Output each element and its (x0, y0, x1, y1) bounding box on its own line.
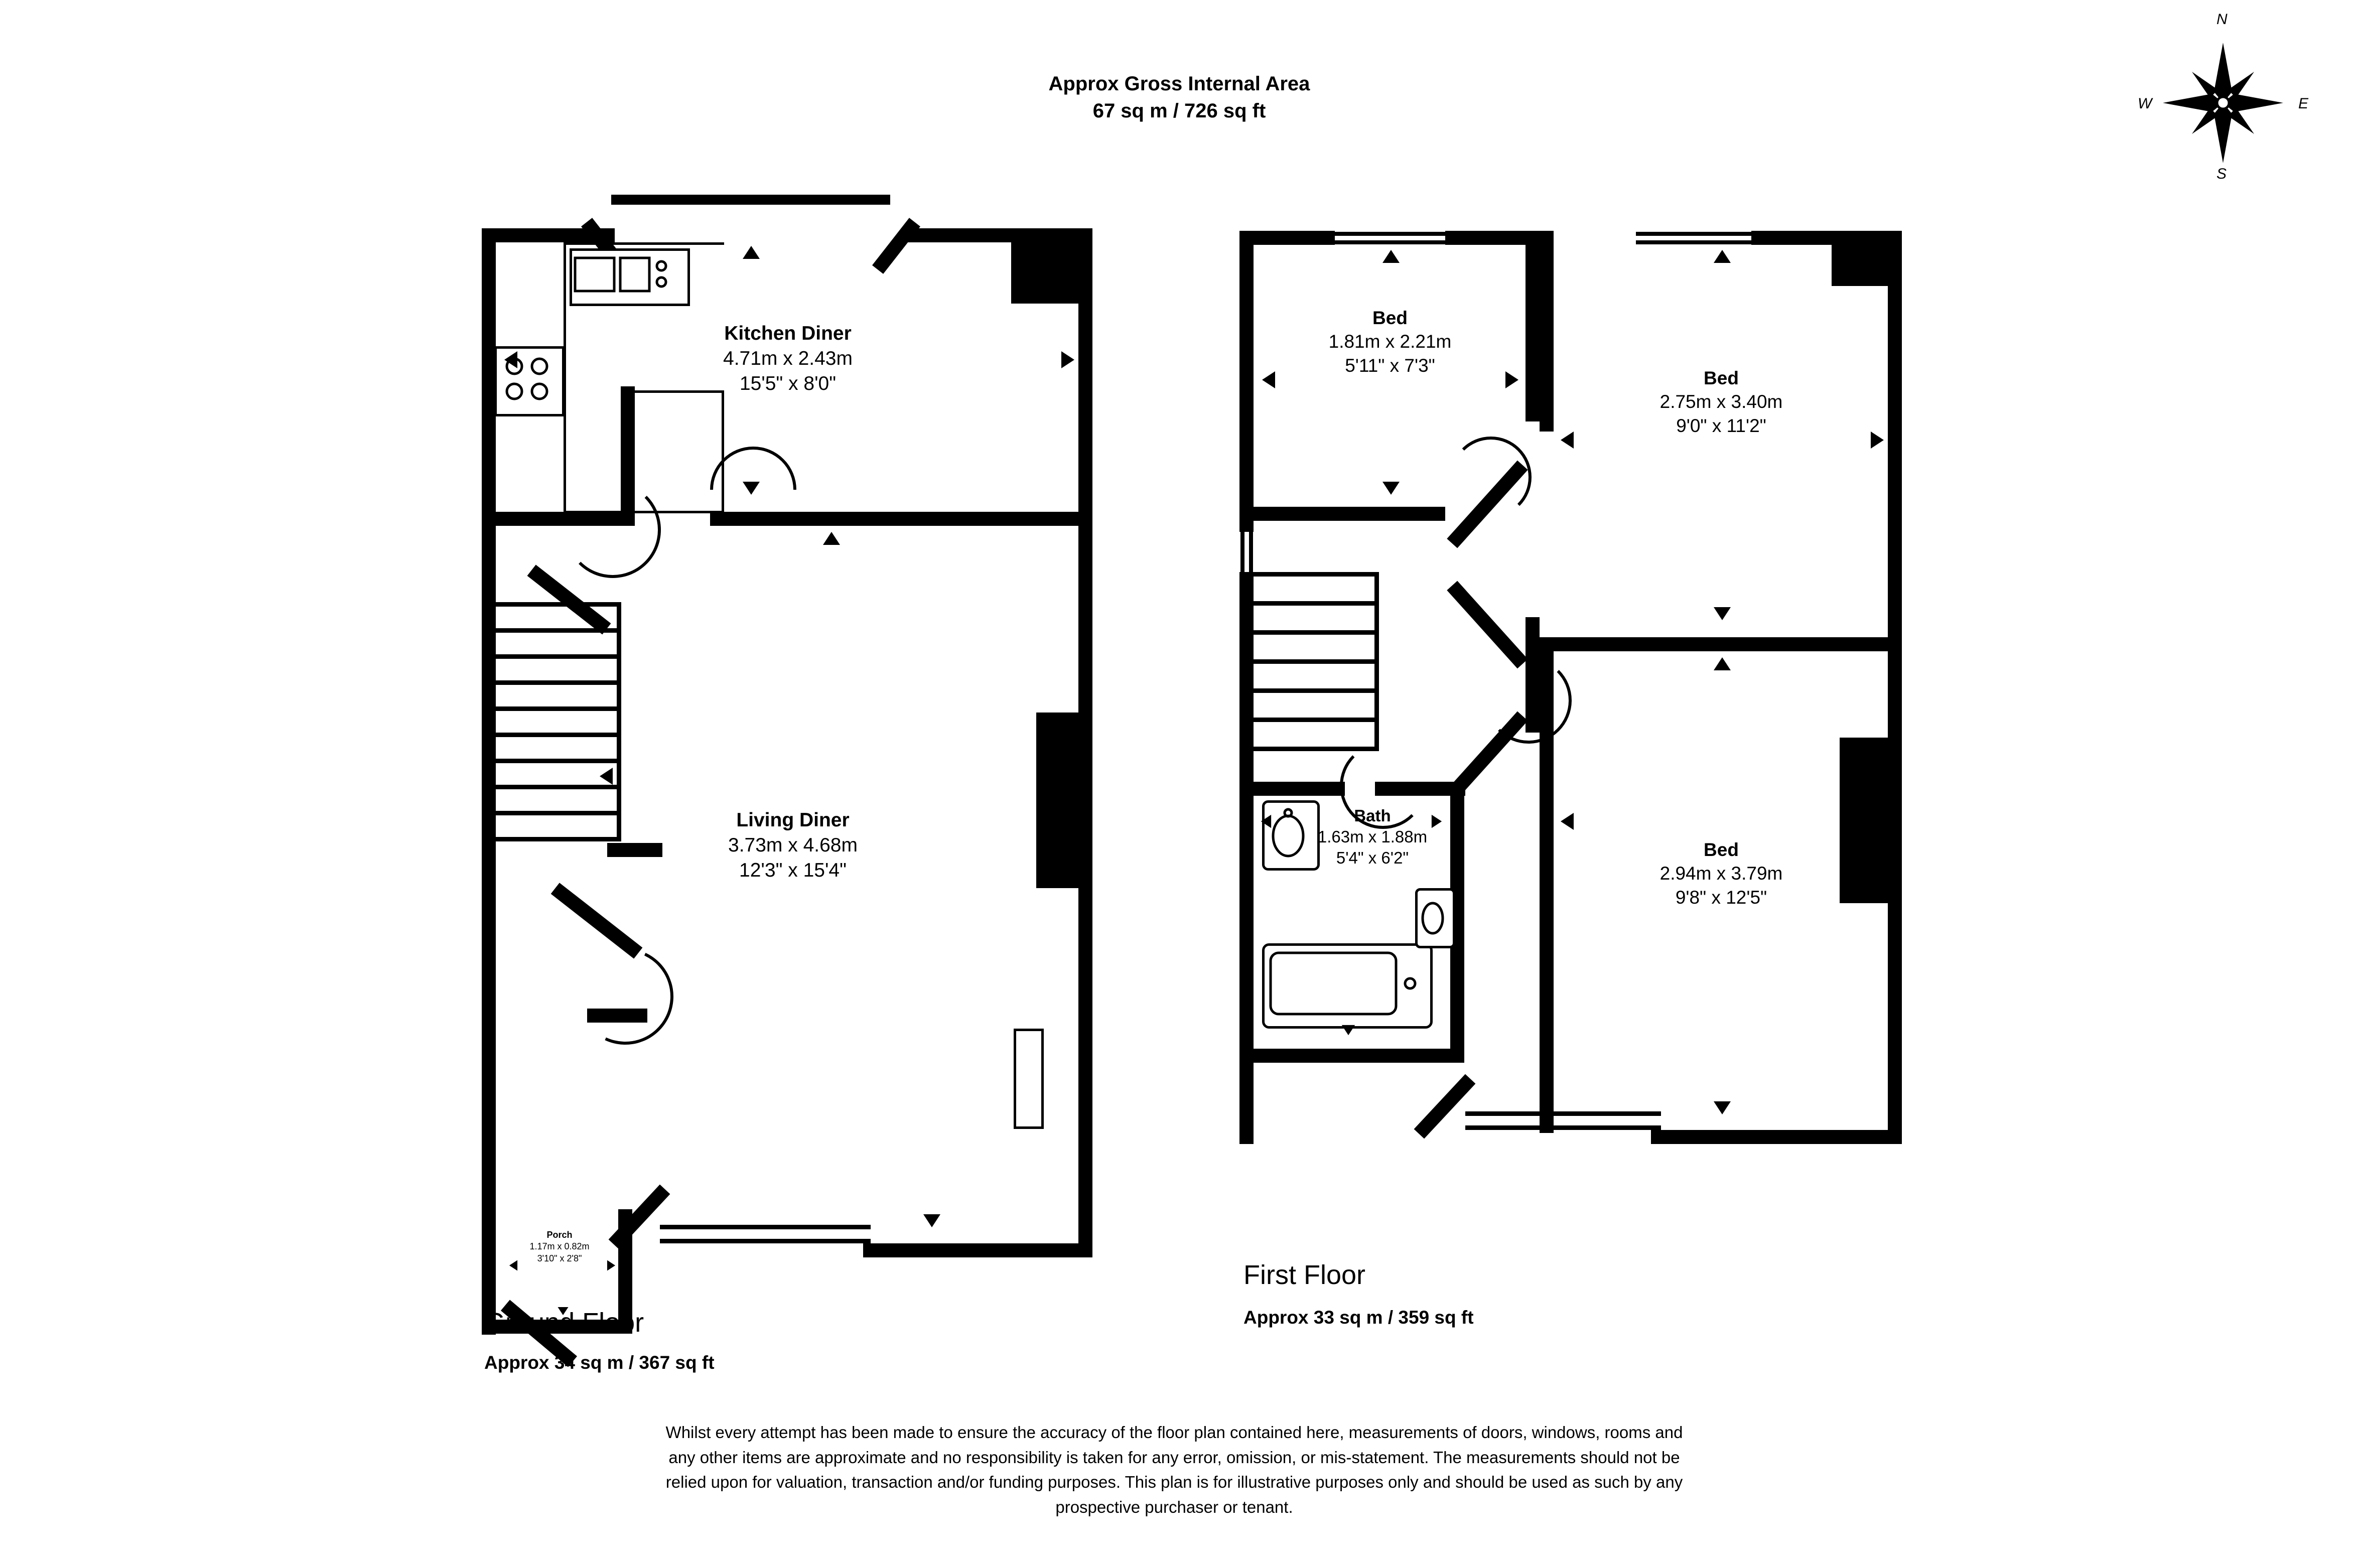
room-imperial: 9'0" x 11'2" (1676, 415, 1766, 436)
room-imperial: 5'11" x 7'3" (1345, 355, 1435, 376)
stair-step (1254, 688, 1379, 693)
stair-step (496, 654, 621, 659)
stair-step (496, 811, 621, 815)
door-arc-bed2 (1485, 657, 1572, 744)
first-floor-plan (1239, 221, 1912, 1184)
dim-arrow-right (1061, 351, 1074, 368)
dim-arrow-up (823, 532, 840, 545)
dim-arrow-down (923, 1214, 940, 1227)
stair-step (496, 602, 621, 607)
room-imperial: 12'3" x 15'4" (739, 859, 847, 881)
dim-arrow-left (1561, 813, 1574, 830)
stair-step (496, 706, 621, 711)
door-arc-front (564, 935, 687, 1058)
room-name: Living Diner (736, 809, 850, 831)
stair-step (1254, 718, 1379, 722)
room-living-diner (637, 808, 948, 883)
gross-area-line2: 67 sq m / 726 sq ft (1092, 100, 1266, 122)
ff-wall-bath-bottom (1239, 1049, 1464, 1063)
ff-window-bath (1239, 823, 1254, 888)
ff-wall-landing-angle-1 (1447, 581, 1528, 669)
compass-north-label: N (2216, 11, 2228, 28)
room-imperial: 15'5" x 8'0" (739, 372, 837, 394)
stair-step-rail (1374, 572, 1379, 751)
dim-arrow-up (1382, 250, 1400, 263)
ff-window-top-right (1636, 231, 1751, 245)
stair-step (496, 628, 621, 633)
dim-arrow-down (1382, 482, 1400, 495)
ground-floor-area: Approx 34 sq m / 367 sq ft (484, 1352, 715, 1373)
dim-arrow-left (1561, 432, 1574, 449)
gf-recess-right (1014, 1029, 1044, 1129)
window-line (660, 1225, 871, 1229)
disclaimer-line-3: relied upon for valuation, transaction and/or funding purposes. This plan is for illustrative purposes only and should be used as such by any (665, 1473, 1683, 1491)
room-metric: 1.63m x 1.88m (1317, 827, 1428, 846)
dim-arrow-up (1714, 250, 1731, 263)
room-metric: 4.71m x 2.43m (723, 347, 853, 369)
compass-east-label: E (2298, 95, 2309, 112)
ff-wall-landing-bottom (1239, 782, 1345, 796)
ff-wall-bed2-left (1540, 231, 1554, 432)
compass-icon (2133, 15, 2313, 181)
ff-bay-window-bottom (1465, 1109, 1661, 1133)
gross-area-line1: Approx Gross Internal Area (1048, 73, 1310, 95)
dim-arrow-up (1714, 657, 1731, 670)
disclaimer-line-1: Whilst every attempt has been made to ensure the accuracy of the floor plan contained here, measurements of doors, windows, rooms and (665, 1423, 1683, 1442)
stair-step (1254, 630, 1379, 635)
ff-window-top-left (1335, 231, 1445, 245)
room-bed-3 (1581, 838, 1862, 909)
stair-step (496, 759, 621, 763)
gf-wall-bay-angle-right (872, 218, 920, 274)
window-line (1240, 823, 1244, 888)
gf-wall-right-bay-block (1036, 712, 1092, 888)
room-name: Porch (546, 1230, 573, 1240)
stair-step (496, 837, 621, 841)
room-name: Kitchen Diner (724, 323, 852, 344)
window-line (1240, 532, 1244, 572)
sink-icon (572, 251, 682, 299)
ff-staircase (1254, 572, 1379, 778)
ff-wall-bottom-right (1651, 1130, 1902, 1144)
ground-floor-plan (482, 181, 1134, 1274)
window-line (1249, 532, 1253, 572)
room-name: Bath (1354, 806, 1391, 825)
gf-wall-hall-lower-angle (551, 883, 643, 958)
room-porch (497, 1229, 622, 1264)
kitchen-worktop-run (564, 242, 724, 245)
room-imperial: 3'10" x 2'8" (537, 1253, 582, 1263)
first-floor-area: Approx 33 sq m / 359 sq ft (1243, 1307, 1474, 1328)
gross-area-header (753, 70, 1606, 124)
gf-wall-left (482, 228, 496, 1232)
room-metric: 2.94m x 3.79m (1659, 863, 1783, 884)
kitchen-worktop-bottom (564, 511, 724, 513)
door-arc-hall-living (565, 482, 661, 578)
dim-arrow-right (1871, 432, 1884, 449)
stair-step (496, 733, 621, 737)
ff-wall-bed2-bottom (1540, 637, 1902, 651)
dim-arrow-up (743, 246, 760, 259)
bathtub-icon (1265, 946, 1425, 1021)
room-name: Bed (1704, 368, 1739, 388)
window-line (1636, 240, 1751, 244)
dim-arrow-down (1714, 1101, 1731, 1114)
stair-step (1254, 601, 1379, 606)
room-kitchen-diner (632, 321, 943, 396)
ff-wall-bed1-bottom (1239, 507, 1365, 521)
stair-step (1254, 659, 1379, 664)
dim-arrow-down (1714, 607, 1731, 620)
disclaimer-line-4: prospective purchaser or tenant. (1055, 1497, 1293, 1516)
gf-bay-window-top (611, 195, 890, 205)
window-line (1249, 823, 1253, 888)
room-bed-2 (1581, 366, 1862, 438)
room-metric: 1.17m x 0.82m (529, 1241, 590, 1252)
stair-step-right-rail (617, 602, 621, 841)
compass-west-label: W (2138, 95, 2152, 112)
window-line (1465, 1125, 1661, 1130)
ff-wall-top-left (1239, 231, 1335, 245)
room-imperial: 5'4" x 6'2" (1336, 848, 1409, 868)
dim-arrow-left (600, 768, 613, 785)
ff-wall-right (1888, 231, 1902, 1144)
stair-step (496, 785, 621, 789)
bath-tub (1262, 943, 1433, 1029)
window-line (1335, 240, 1445, 244)
room-metric: 1.81m x 2.21m (1328, 331, 1452, 352)
compass-south-label: S (2216, 166, 2227, 182)
room-bed-1 (1255, 306, 1526, 377)
compass-rose (2133, 11, 2313, 182)
window-line (1465, 1111, 1661, 1116)
window-line (1335, 232, 1445, 236)
stair-step (496, 680, 621, 685)
room-bath (1267, 805, 1478, 869)
dim-arrow-right (1871, 813, 1884, 830)
bath-toilet (1415, 888, 1455, 948)
window-line (660, 1239, 871, 1243)
gf-living-bay-window (660, 1222, 871, 1246)
stair-step (1254, 572, 1379, 577)
ground-floor-title: Ground Floor (484, 1308, 644, 1338)
kitchen-worktop-right (722, 391, 724, 513)
ff-wall-bed1-bottom2 (1365, 507, 1445, 521)
gf-wall-bottom (863, 1243, 1092, 1257)
room-name: Bed (1372, 308, 1408, 328)
first-floor-title: First Floor (1243, 1260, 1365, 1290)
window-line (1636, 232, 1751, 236)
disclaimer-line-2: any other items are approximate and no responsibility is taken for any error, omission, or mis-statement. The measurements should not be (668, 1448, 1680, 1467)
dim-arrow-down (1342, 1025, 1355, 1035)
gf-staircase (496, 602, 621, 853)
ff-wall-left-top (1239, 231, 1254, 532)
kitchen-sink (570, 248, 690, 306)
toilet-icon (1418, 891, 1448, 941)
disclaimer (411, 1420, 1937, 1519)
ff-window-left-landing (1239, 532, 1254, 572)
room-metric: 2.75m x 3.40m (1659, 391, 1783, 412)
dim-arrow-right (1061, 768, 1074, 785)
dim-arrow-down (743, 482, 760, 495)
dim-arrow-left (504, 351, 517, 368)
room-name: Bed (1704, 839, 1739, 860)
room-imperial: 9'8" x 12'5" (1675, 887, 1767, 908)
ff-wall-bed1-right (1526, 231, 1540, 421)
door-arc-bed1 (1450, 437, 1532, 518)
ff-wall-top-mid (1445, 231, 1531, 245)
room-metric: 3.73m x 4.68m (728, 834, 858, 856)
